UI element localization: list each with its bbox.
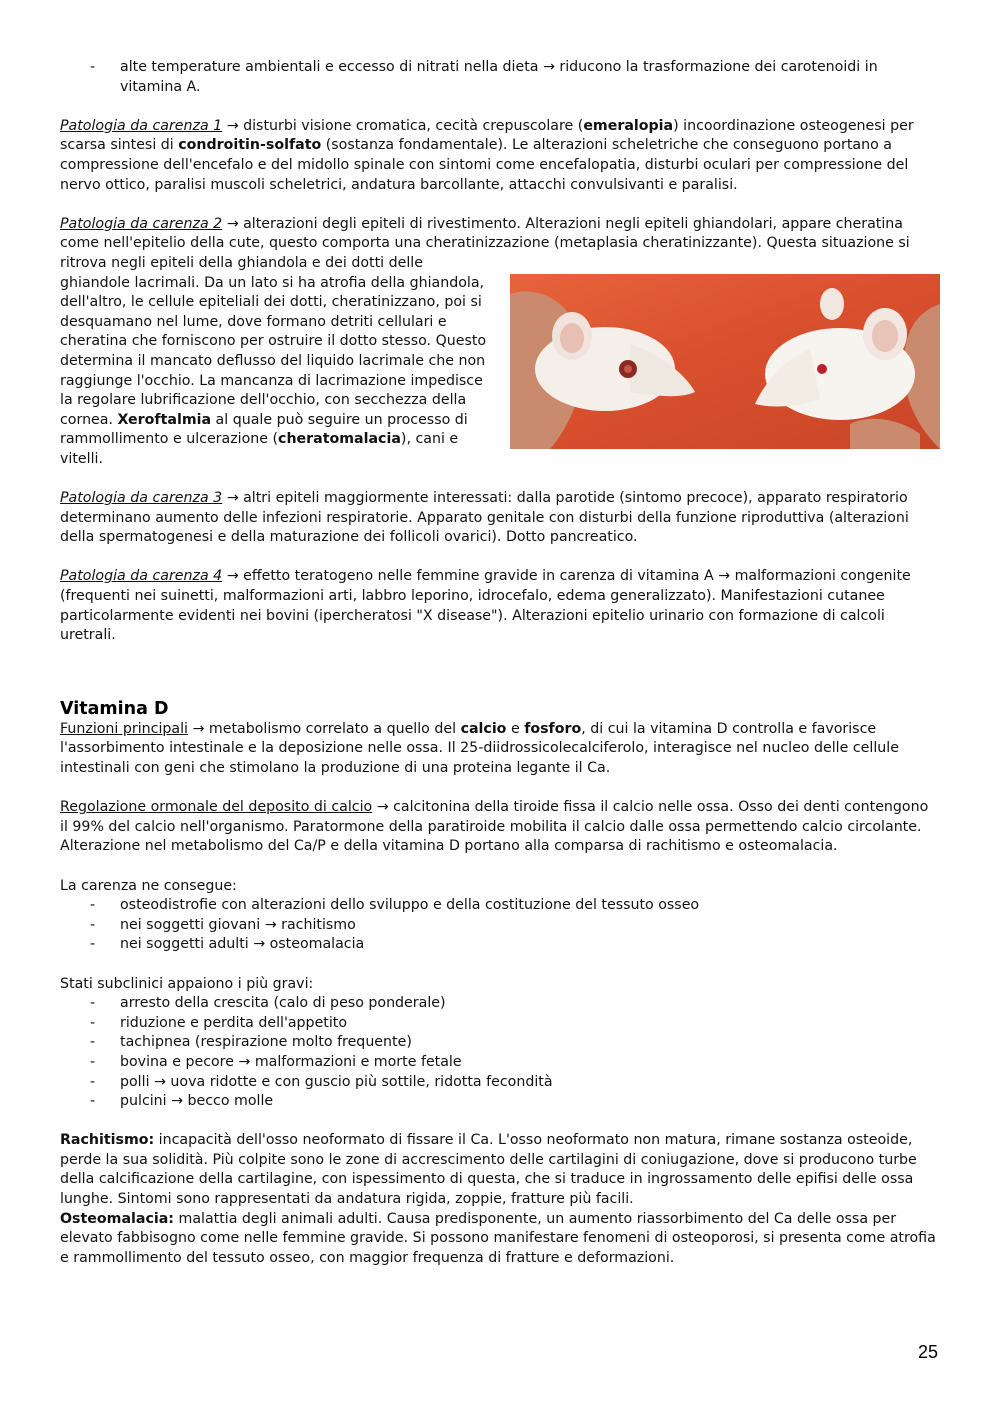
pathology-4-paragraph: Patologia da carenza 4 → effetto teratogeno nelle femmine gravide in carenza di vitamina A → malformazioni congenite (frequenti nei suinetti, malformazioni arti, labbro leporino, idrocefalo, edema generalizzato). Manifestazioni cutanee particolarmente evidenti nei bovini (ipercheratosi "X disease"). Alterazioni epitelio urinario con formazione di calcoli uretrali. [60, 568, 911, 644]
list-item: - pulcini → becco molle [60, 1092, 940, 1112]
rickets-paragraph: Rachitismo: incapacità dell'osso neoformato di fissare il Ca. L'osso neoformato non matura, rimane sostanza osteoide, perde la sua solidità. Più colpite sono le zone di accrescimento delle cartilagini di coniugazione, dove si producono turbe della calcificazione della cartilagine, con ispessimento di questa, che si traduce in ingrossamento delle epifisi delle ossa lunghe. Sintomi sono rappresentati da andatura rigida, zoppie, fratture più facili. [60, 1132, 917, 1208]
pathology-3-label: Patologia da carenza 3 [60, 490, 223, 507]
functions-paragraph: Funzioni principali → metabolismo correlato a quello del calcio e fosforo, di cui la vitamina D controlla e favorisce l'assorbimento intestinale e la deposizione nelle ossa. Il 25-diidrossicolecalciferolo, interagisce nel nucleo delle cellule intestinali con geni che stimolano la produzione di una proteina legante il Ca. [60, 720, 899, 776]
regulation-paragraph: Regolazione ormonale del deposito di calcio → calcitonina della tiroide fissa il calcio nelle ossa. Osso dei denti contengono il 99% del calcio nell'organismo. Paratormone della paratiroide mobilita il calcio dalle ossa permettendo calcio circolante. [60, 799, 929, 835]
page-number: 25 [917, 1342, 938, 1362]
pathology-3-paragraph: Patologia da carenza 3 → altri epiteli maggiormente interessati: dalla parotide (sintomo precoce), apparato respiratorio determinano aumento delle infezioni respiratorie. Apparato genitale con disturbi della funzione riproduttiva (alterazioni della spermatogenesi e della maturazione dei follicoli ovarici). Dotto pancreatico. [60, 490, 909, 546]
list-item: - osteodistrofie con alterazioni dello sviluppo e della costituzione del tessuto osseo [60, 896, 940, 916]
osteomalacia-paragraph: Osteomalacia: malattia degli animali adulti. Causa predisponente, un aumento riassorbimento del Ca delle ossa per elevato fabbisogno come nelle femmine gravide. Si possono manifestare fenomeni di osteoporosi, si presenta come atrofia e rammollimento del tessuto osseo, con maggior frequenza di fratture e deformazioni. [60, 1210, 936, 1266]
carotenoid-list [60, 58, 940, 97]
osteomalacia-label: Osteomalacia: [60, 1210, 174, 1227]
list-item: - nei soggetti adulti → osteomalacia [60, 935, 940, 955]
subclinical-intro: Stati subclinici appaiono i più gravi: [60, 975, 314, 992]
list-item: - arresto della crescita (calo di peso ponderale) [60, 994, 940, 1014]
list-item: - riduzione e perdita dell'appetito [60, 1014, 940, 1034]
pathology-4-label: Patologia da carenza 4 [60, 568, 223, 585]
list-item: - nei soggetti giovani → rachitismo [60, 916, 940, 936]
pathology-2-label: Patologia da carenza 2 [60, 215, 223, 232]
list-item: - tachipnea (respirazione molto frequente) [60, 1033, 940, 1053]
subclinical-list [60, 994, 940, 1112]
section-title-vitamina-d: Vitamina D [60, 698, 169, 719]
document-page [60, 58, 940, 1268]
rats-photo [510, 274, 940, 449]
pathology-2-paragraph: Patologia da carenza 2 → alterazioni degli epiteli di rivestimento. Alterazioni negli epiteli ghiandolari, appare cheratina come nell'epitelio della cute, questo comporta una cheratinizzazione (metaplasia cheratinizzante). Questa situazione si ritrova negli epiteli della ghiandola e dei dotti delle ghiandole lacrimali. Da un lato si ha atrofia della ghiandola, dell'altro, le cellule epiteliali dei dotti, cheratinizzano, poi si desquamano nel lume, dove formano detriti cellulari e cheratina che forniscono per ostruire il dotto stesso. Questo determina il mancato deflusso del liquido lacrimale che non raggiunge l'occhio. La mancanza di lacrimazione impedisce la regolare lubrificazione dell'occhio, con secchezza della cornea. Xeroftalmia al quale può seguire un processo di rammollimento e ulcerazione (cheratomalacia), cani e vitelli. [60, 215, 910, 467]
deficiency-list [60, 896, 940, 955]
list-item: - bovina e pecore → malformazioni e morte fetale [60, 1053, 940, 1073]
list-item: - alte temperature ambientali e eccesso di nitrati nella dieta → riducono la trasformazione dei carotenoidi in vitamina A. [60, 58, 940, 97]
functions-label: Funzioni principali [60, 720, 188, 737]
rats-image-illustration [510, 274, 940, 449]
pathology-1-label: Patologia da carenza 1 [60, 117, 223, 134]
alteration-paragraph: Alterazione nel metabolismo del Ca/P e della vitamina D portano alla comparsa di rachitismo e osteomalacia. [60, 838, 838, 855]
pathology-1-paragraph: Patologia da carenza 1 → disturbi visione cromatica, cecità crepuscolare (emeralopia) incoordinazione osteogenesi per scarsa sintesi di condroitin-solfato (sostanza fondamentale). Le alterazioni scheletriche che conseguono portano a compressione dell'encefalo e del midollo spinale con sintomi come encefalopatia, disturbi oculari per compressione del nervo ottico, paralisi muscoli scheletrici, andatura barcollante, attacchi convulsivanti e paralisi. [60, 117, 914, 193]
regulation-label: Regolazione ormonale del deposito di calcio [60, 799, 373, 816]
list-item: - polli → uova ridotte e con guscio più sottile, ridotta fecondità [60, 1073, 940, 1093]
rickets-label: Rachitismo: [60, 1132, 155, 1149]
deficiency-intro: La carenza ne consegue: [60, 877, 237, 894]
